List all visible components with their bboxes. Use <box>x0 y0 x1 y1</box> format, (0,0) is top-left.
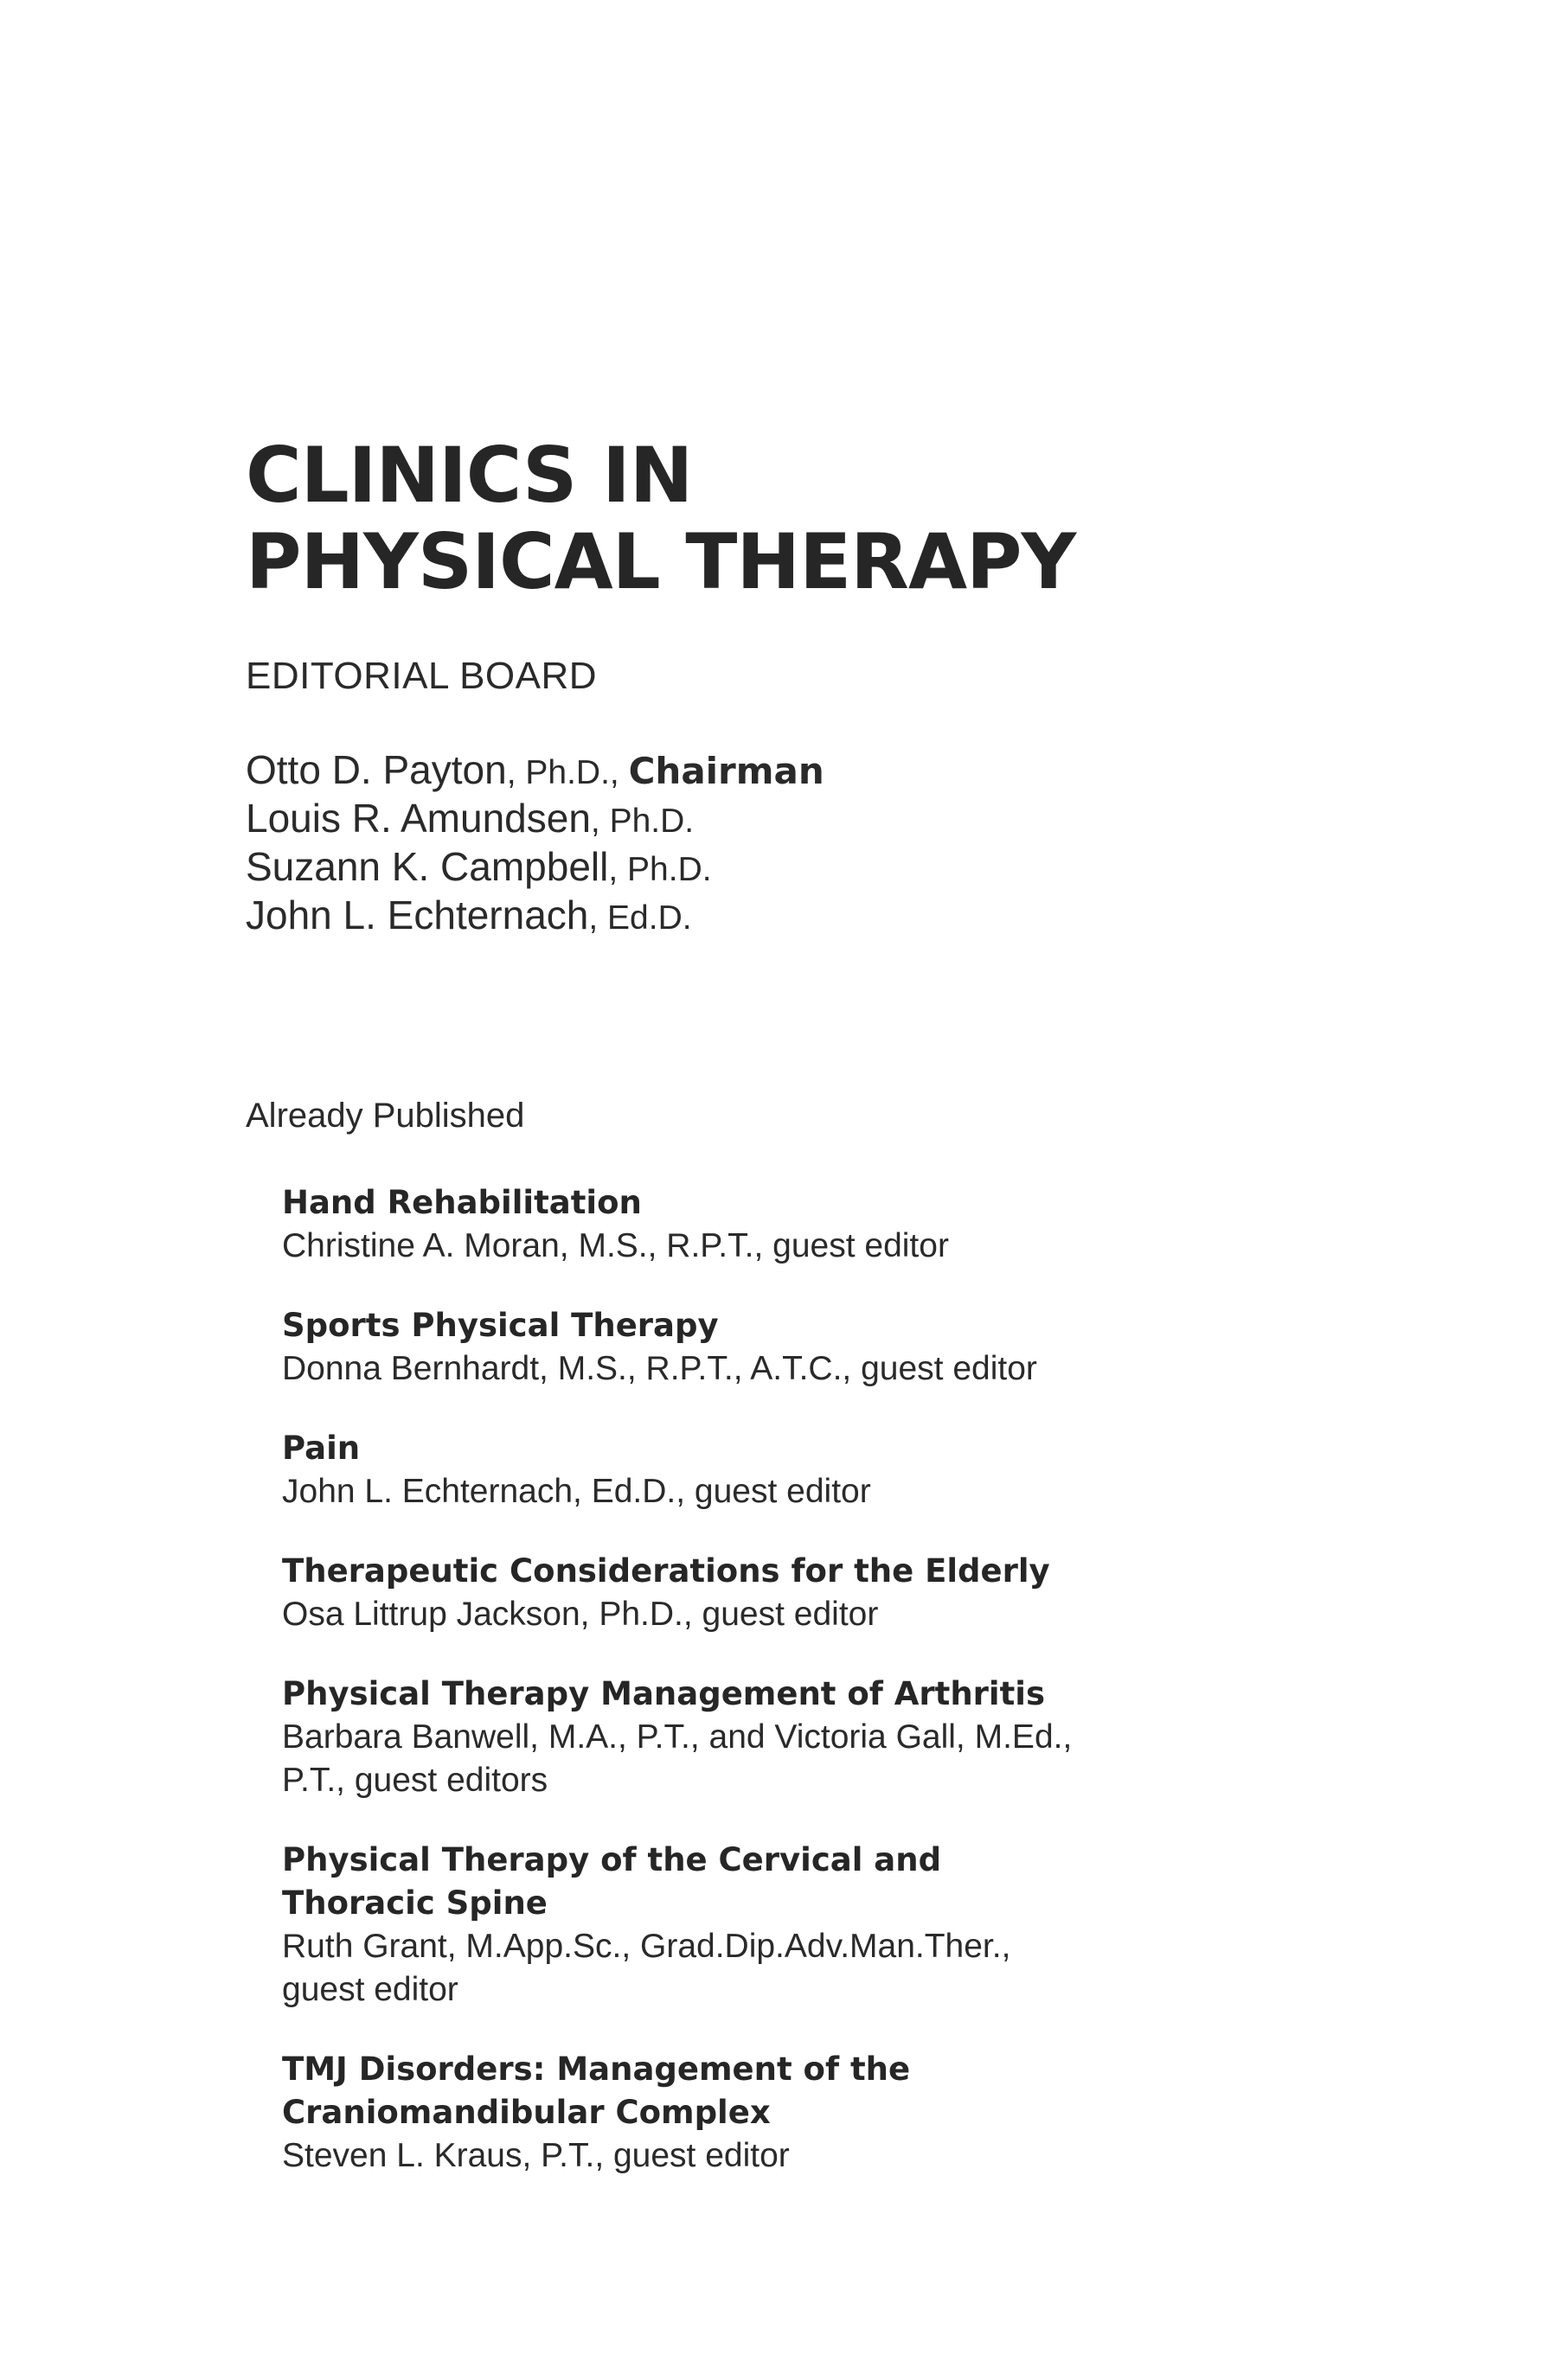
board-member-credentials: , Ed.D. <box>588 899 692 937</box>
book-entry <box>282 1839 1370 2012</box>
book-title: Pain <box>282 1430 361 1467</box>
series-title-line-2: PHYSICAL THERAPY <box>246 517 1076 606</box>
board-member-name: Louis R. Amundsen <box>246 796 591 841</box>
book-editor: Barbara Banwell, M.A., P.T., and Victoria Gall, M.Ed., P.T., guest editors <box>282 1718 1073 1799</box>
board-member-name: John L. Echternach <box>246 892 589 937</box>
book-entry <box>282 1427 1370 1513</box>
page-content <box>246 432 1370 2214</box>
board-member-credentials: , Ph.D. <box>506 754 610 791</box>
book-title: Physical Therapy of the Cervical and Thoracic Spine <box>282 1841 942 1922</box>
book-entry <box>282 1550 1370 1636</box>
series-title <box>246 432 1370 605</box>
board-member-credentials: , Ph.D. <box>590 803 695 840</box>
book-editor: Steven L. Kraus, P.T., guest editor <box>282 2137 790 2174</box>
book-editor: Christine A. Moran, M.S., R.P.T., guest editor <box>282 1227 949 1264</box>
board-member <box>246 747 1370 796</box>
series-title-line-1: CLINICS IN <box>246 431 693 520</box>
board-member <box>246 844 1370 892</box>
book-title: Physical Therapy Management of Arthritis <box>282 1675 1045 1712</box>
book-editor: John L. Echternach, Ed.D., guest editor <box>282 1473 871 1510</box>
board-member-name: Otto D. Payton <box>246 747 507 792</box>
board-member-role-separator: , <box>609 754 629 791</box>
editorial-board-list <box>246 747 1370 941</box>
board-member-role: Chairman <box>628 750 824 792</box>
board-member <box>246 796 1370 844</box>
book-entry <box>282 1304 1370 1391</box>
book-title: TMJ Disorders: Management of the Craniomandibular Complex <box>282 2051 911 2131</box>
book-editor: Osa Littrup Jackson, Ph.D., guest editor <box>282 1596 879 1633</box>
book-entry <box>282 1673 1370 1802</box>
board-member <box>246 892 1370 941</box>
editorial-board-heading: EDITORIAL BOARD <box>246 655 598 697</box>
book-title: Hand Rehabilitation <box>282 1184 642 1221</box>
book-editor: Ruth Grant, M.App.Sc., Grad.Dip.Adv.Man.Ther., guest editor <box>282 1928 1011 2008</box>
published-books-list <box>282 1181 1370 2178</box>
book-title: Sports Physical Therapy <box>282 1307 719 1344</box>
book-editor: Donna Bernhardt, M.S., R.P.T., A.T.C., guest editor <box>282 1350 1037 1387</box>
book-entry <box>282 2048 1370 2178</box>
book-entry <box>282 1181 1370 1268</box>
board-member-name: Suzann K. Campbell <box>246 844 609 889</box>
already-published-heading: Already Published <box>246 1097 525 1135</box>
board-member-credentials: , Ph.D. <box>608 851 712 888</box>
book-title: Therapeutic Considerations for the Elderly <box>282 1552 1050 1590</box>
